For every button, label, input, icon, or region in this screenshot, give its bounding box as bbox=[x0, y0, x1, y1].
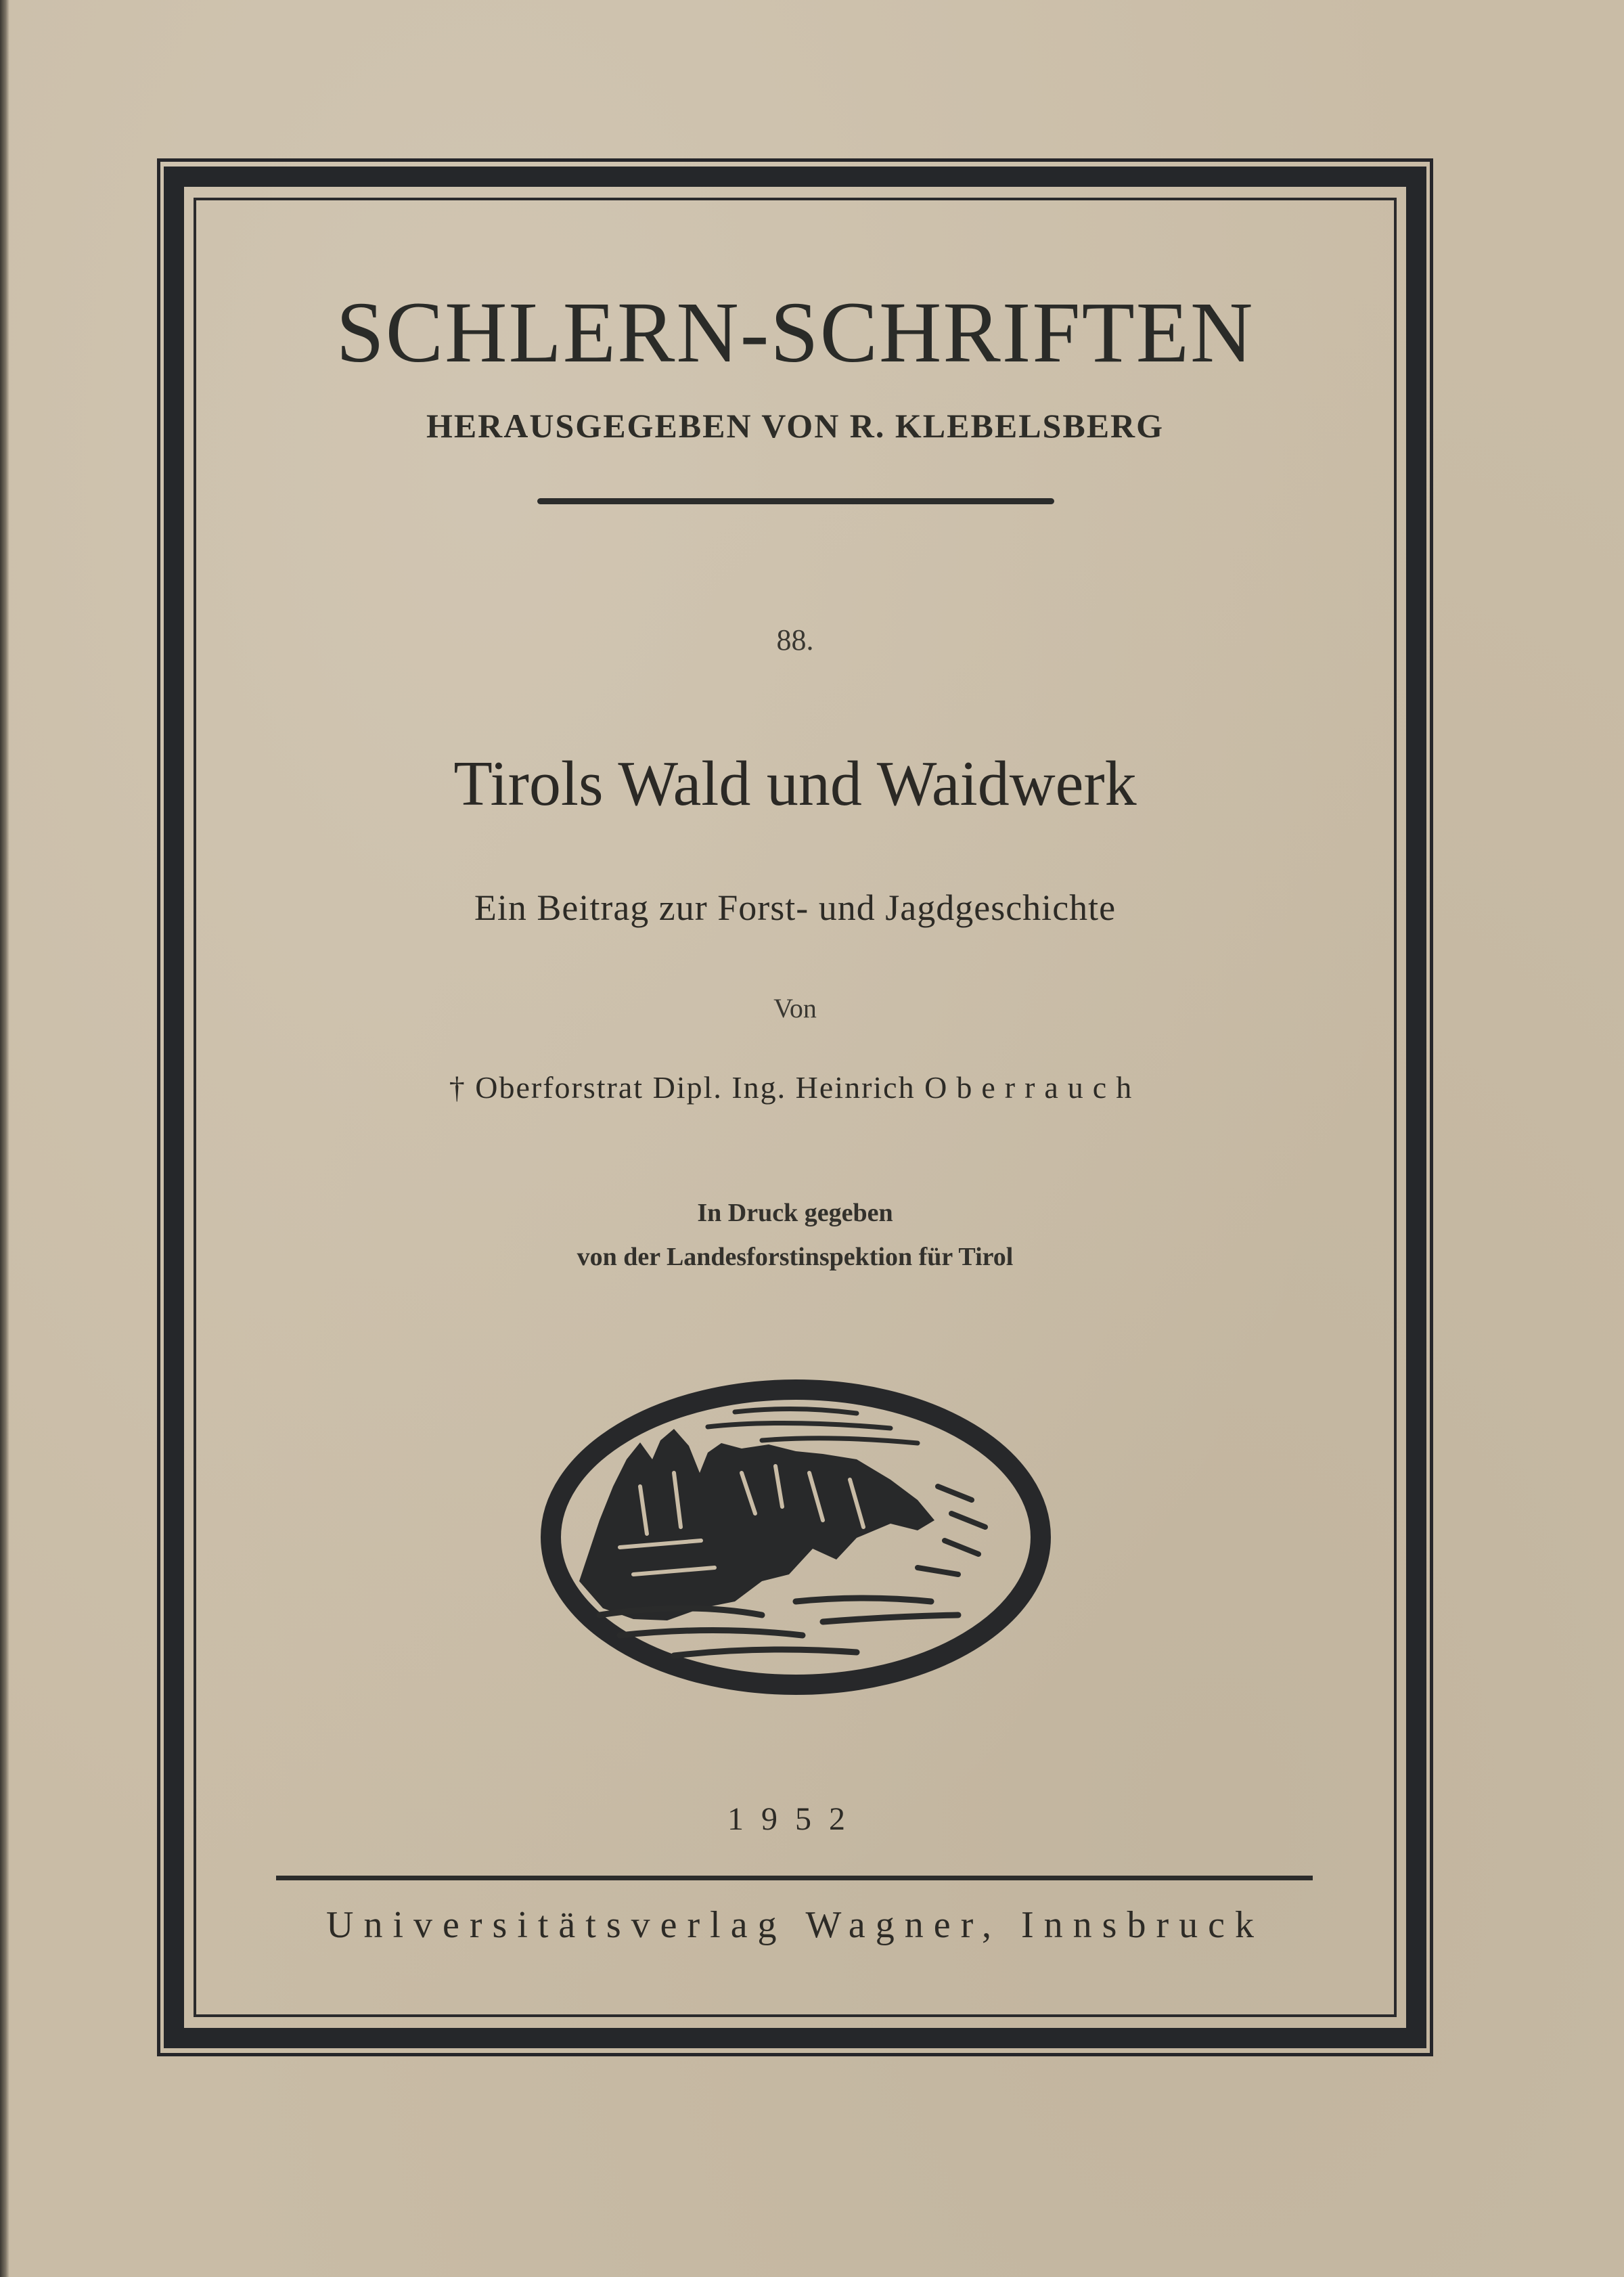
author-line bbox=[196, 1069, 1394, 1105]
press-note-line2: von der Landesforstinspektion für Tirol bbox=[577, 1243, 1014, 1271]
publisher-line: Universitätsverlag Wagner, Innsbruck bbox=[326, 1904, 1264, 1946]
volume-number: 88. bbox=[776, 623, 814, 657]
editor-line: HERAUSGEGEBEN VON R. KLEBELSBERG bbox=[426, 407, 1165, 445]
page-edge-shadow bbox=[0, 0, 9, 2277]
publication-year: 1952 bbox=[727, 1801, 863, 1837]
by-label: Von bbox=[773, 993, 817, 1023]
book-subtitle: Ein Beitrag zur Forst- und Jagdgeschichte bbox=[474, 887, 1116, 928]
author-surname: Oberrauch bbox=[924, 1070, 1142, 1105]
mountain-landscape-icon bbox=[539, 1378, 1053, 1696]
frame-inner-rule bbox=[194, 198, 1397, 2017]
series-title: SCHLERN-SCHRIFTEN bbox=[336, 284, 1255, 380]
bottom-divider-rule bbox=[276, 1876, 1313, 1880]
press-note-line1: In Druck gegeben bbox=[697, 1199, 893, 1227]
book-title: Tirols Wald und Waidwerk bbox=[453, 749, 1137, 819]
divider-rule bbox=[537, 498, 1054, 504]
author-name-prefix: † Oberforstrat Dipl. Ing. Heinrich bbox=[449, 1070, 916, 1105]
